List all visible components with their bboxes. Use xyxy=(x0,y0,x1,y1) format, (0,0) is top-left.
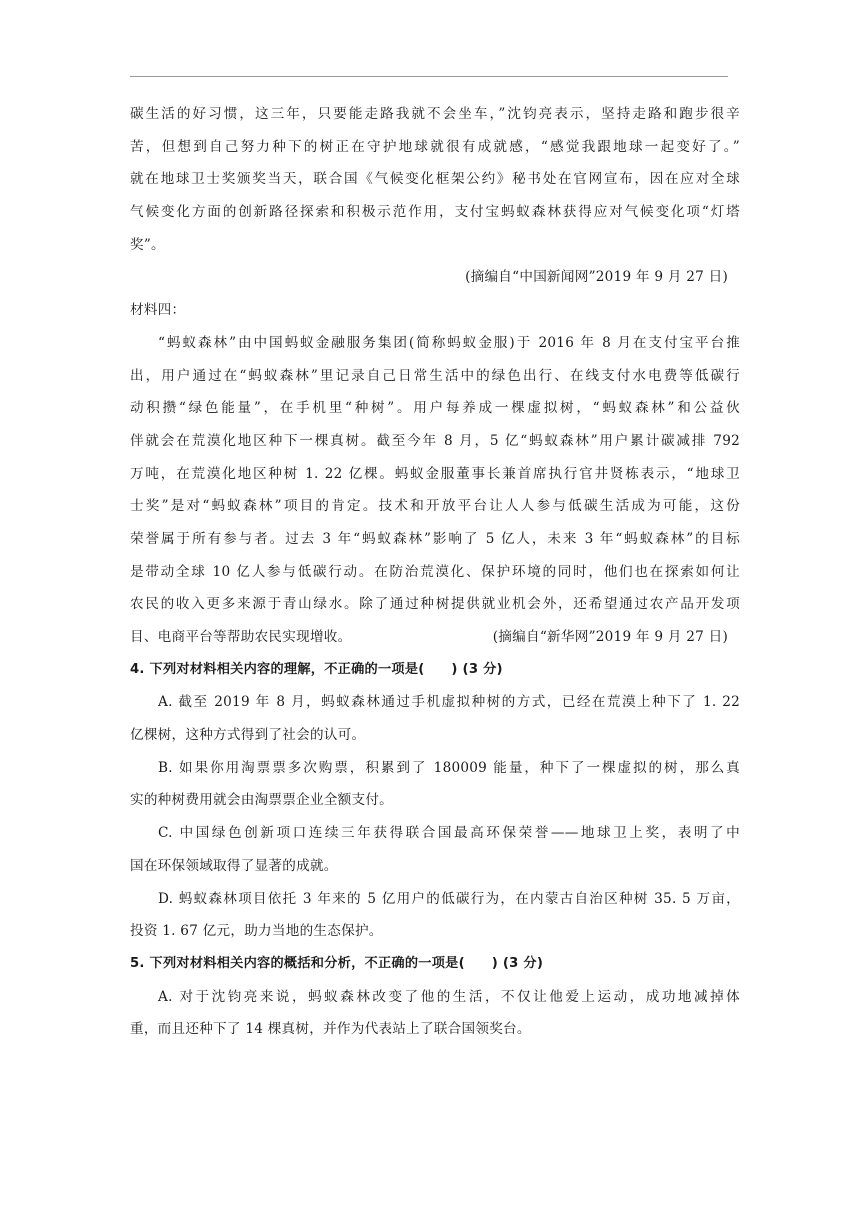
option-d: D. 蚂蚁森林项目依托 3 年来的 5 亿用户的低碳行为，在内蒙古自治区种树 35. 5 万亩， xyxy=(158,890,740,907)
option-a: A. 对于沈钧亮来说，蚂蚁森林改变了他的生活，不仅让他爱上运动，成功地减掉体 xyxy=(158,988,740,1005)
material-heading: 材料四： xyxy=(130,302,186,319)
paragraph-line: 出，用户通过在“蚂蚁森林”里记录自己日常生活中的绿色出行、在线支付水电费等低碳行 xyxy=(130,367,740,384)
material-3-continuation xyxy=(130,104,740,287)
paragraph-line: 伴就会在荒漠化地区种下一棵真树。截至今年 8 月，5 亿“蚂蚁森林”用户累计碳减排 792 xyxy=(130,432,740,449)
paragraph-line: 就在地球卫士奖颁奖当天，联合国《气候变化框架公约》秘书处在官网宣布，因在应对全球 xyxy=(130,171,740,188)
paragraph-line: 奖”。 xyxy=(130,236,165,253)
paragraph-line: 动积攒“绿色能量”，在手机里“种树”。用户每养成一棵虚拟树，“蚂蚁森林”和公益伙 xyxy=(130,400,740,417)
paragraph-line: 士奖”是对“蚂蚁森林”项目的肯定。技术和开放平台让人人参与低碳生活成为可能，这份 xyxy=(130,498,740,515)
option-a: A. 截至 2019 年 8 月，蚂蚁森林通过手机虚拟种树的方式，已经在荒漠上种下了 1. 22 xyxy=(158,694,740,711)
question-stem: 4. 下列对材料相关内容的理解，不正确的一项是( ) (3 分) xyxy=(130,661,503,677)
material-4 xyxy=(130,300,740,647)
paragraph-line: “蚂蚁森林”由中国蚂蚁金融服务集团(简称蚂蚁金服)于 2016 年 8 月在支付宝平台推 xyxy=(158,334,740,351)
option-b: B. 如果你用淘票票多次购票，积累到了 180009 能量，种下了一棵虚拟的树，那么真 xyxy=(158,759,740,776)
header-rule xyxy=(130,76,728,77)
document-body xyxy=(130,104,740,1052)
paragraph-line: 目、电商平台等帮助农民实现增收。 xyxy=(130,629,352,645)
option-c: C. 中国绿色创新项口连续三年获得联合国最高环保荣誉——地球卫上奖，表明了中 xyxy=(158,825,740,842)
paragraph-last-line xyxy=(130,627,740,647)
paragraph-line: 是带动全球 10 亿人参与低碳行动。在防治荒漠化、保护环境的同时，他们也在探索如何让 xyxy=(130,563,740,580)
question-5 xyxy=(130,954,740,1039)
source-citation: (摘编自“中国新闻网”2019 年 9 月 27 日) xyxy=(465,269,728,286)
question-4 xyxy=(130,660,740,942)
option-d-continued: 投资 1. 67 亿元，助力当地的生态保护。 xyxy=(130,923,383,940)
paragraph-line: 万吨，在荒漠化地区种树 1. 22 亿棵。蚂蚁金服董事长兼首席执行官井贤栋表示，“地球卫 xyxy=(130,465,740,482)
paragraph-line: 苦，但想到自己努力种下的树正在守护地球就很有成就感，“感觉我跟地球一起变好了。” xyxy=(130,138,740,155)
option-b-continued: 实的种树费用就会由淘票票企业全额支付。 xyxy=(130,792,394,809)
paragraph-line: 农民的收入更多来源于青山绿水。除了通过种树提供就业机会外，还希望通过农产品开发项 xyxy=(130,596,740,613)
question-stem: 5. 下列对材料相关内容的概括和分析，不正确的一项是( ) (3 分) xyxy=(130,955,544,971)
option-a-continued: 亿棵树，这种方式得到了社会的认可。 xyxy=(130,727,366,744)
paragraph-line: 碳生活的好习惯，这三年，只要能走路我就不会坐车，”沈钧亮表示，坚持走路和跑步很辛 xyxy=(130,106,740,122)
option-a-continued: 重，而且还种下了 14 棵真树，并作为代表站上了联合国领奖台。 xyxy=(130,1021,531,1038)
paragraph-line: 荣誉属于所有参与者。过去 3 年“蚂蚁森林”影响了 5 亿人，未来 3 年“蚂蚁森林”的目标 xyxy=(130,530,740,547)
option-c-continued: 国在环保领域取得了显著的成就。 xyxy=(130,857,338,874)
paragraph-line: 气候变化方面的创新路径探索和积极示范作用，支付宝蚂蚁森林获得应对气候变化项“灯塔 xyxy=(130,204,740,221)
source-citation: (摘编自“新华网”2019 年 9 月 27 日) xyxy=(492,629,728,645)
